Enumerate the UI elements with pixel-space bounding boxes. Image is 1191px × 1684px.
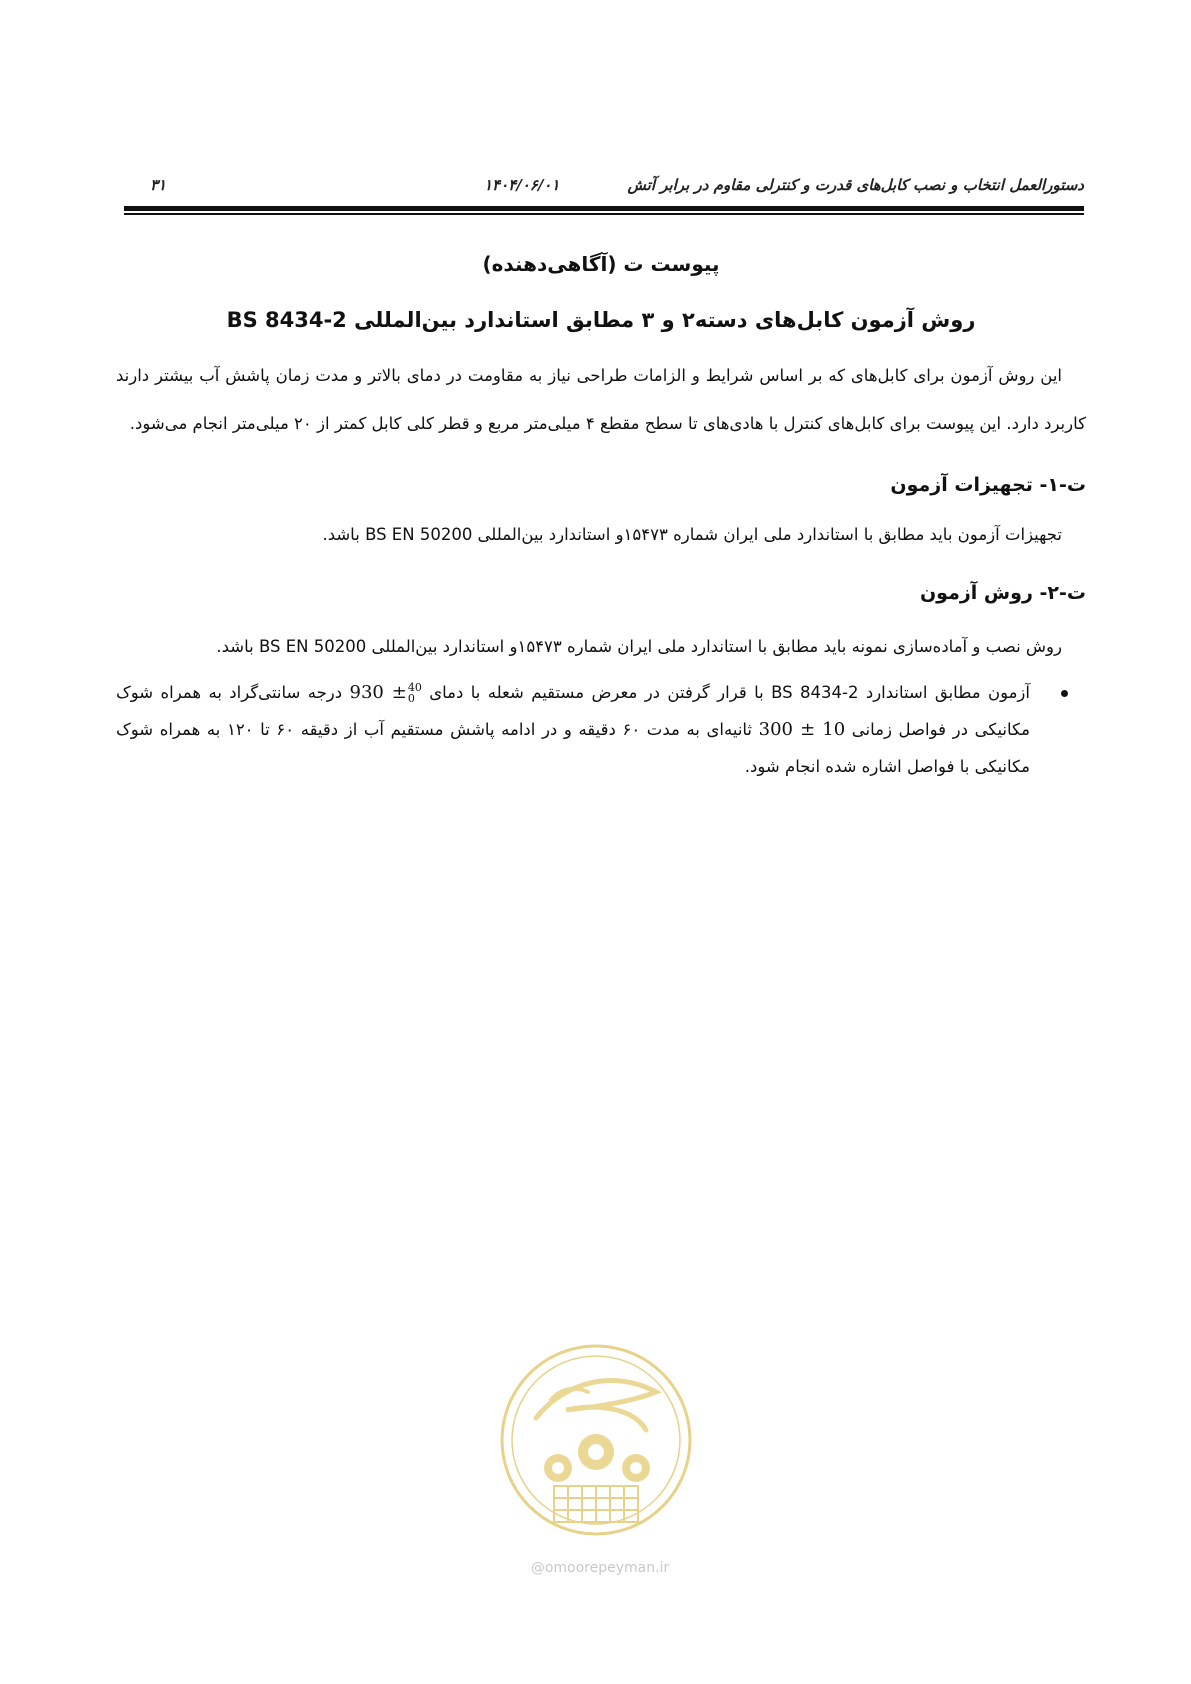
main-content xyxy=(116,246,1086,785)
header-rule-thin xyxy=(124,213,1084,215)
header-date: ۱۴۰۴/۰۶/۰۱ xyxy=(484,176,560,194)
section-2-text: روش نصب و آماده‌سازی نمونه باید مطابق با استاندارد ملی ایران شماره ۱۵۴۷۳و استاندارد بین‌المللی BS EN 50200 باشد. xyxy=(216,637,1062,656)
watermark-url: @omoorepeyman.ir xyxy=(530,1560,670,1576)
header-rule-thick xyxy=(124,206,1084,211)
section-2-heading: ت-۲- روش آزمون xyxy=(919,582,1086,604)
bullet-text-part3: ثانیه‌ای به مدت ۶۰ دقیقه و در ادامه پاشش مستقیم آب از دقیقه ۶۰ تا ۱۲۰ به همراه شوک مکانیکی با فواصل اشاره شده انجام شود. xyxy=(116,720,1030,776)
temperature-value: 930 xyxy=(349,682,384,703)
bullet-text-part1: آزمون مطابق استاندارد BS 8434-2 با قرار گرفتن در معرض مستقیم شعله با دمای xyxy=(429,683,1030,702)
section-1-text: تجهیزات آزمون باید مطابق با استاندارد ملی ایران شماره ۱۵۴۷۳و استاندارد بین‌المللی BS EN 50200 باشد. xyxy=(322,525,1062,544)
bullet-dot xyxy=(1061,690,1068,697)
watermark-seal-logo xyxy=(496,1340,696,1540)
tolerance-upper: 40 xyxy=(407,681,422,694)
list-item xyxy=(116,674,1030,785)
method-title: روش آزمون کابل‌های دسته۲ و ۳ مطابق استاندارد بین‌المللی BS 8434-2 xyxy=(226,308,976,332)
tolerance-stack xyxy=(408,682,422,704)
temperature-formula: 930 ± 40 0 xyxy=(349,681,422,705)
bullet-text-part2: درجه سانتی‌گراد به همراه شوک مکانیکی در فواصل زمانی xyxy=(116,683,1030,739)
intro-paragraph: این روش آزمون برای کابل‌های که بر اساس شرایط و الزامات طراحی نیاز به مقاومت در دمای بالاتر و مدت زمان پاشش آب بیشتر دارند کاربرد دارد. این پیوست برای کابل‌های کنترل با هادی‌های تا سطح مقطع ۴ میلی‌متر مربع و قطر کلی کابل کمتر از ۲۰ میلی‌متر انجام می‌شود. xyxy=(116,366,1086,433)
tolerance-lower: 0 xyxy=(407,692,415,705)
header-document-title: دستورالعمل انتخاب و نصب کابل‌های قدرت و کنترلی مقاوم در برابر آتش xyxy=(627,176,1084,194)
bullet-list xyxy=(116,674,1086,785)
interval-formula: 300 ± 10 xyxy=(758,719,846,740)
section-1-heading: ت-۱- تجهیزات آزمون xyxy=(890,474,1086,496)
page-number: ۳۱ xyxy=(150,176,167,194)
running-header xyxy=(124,172,1084,202)
appendix-title: پیوست ت (آگاهی‌دهنده) xyxy=(482,252,720,276)
